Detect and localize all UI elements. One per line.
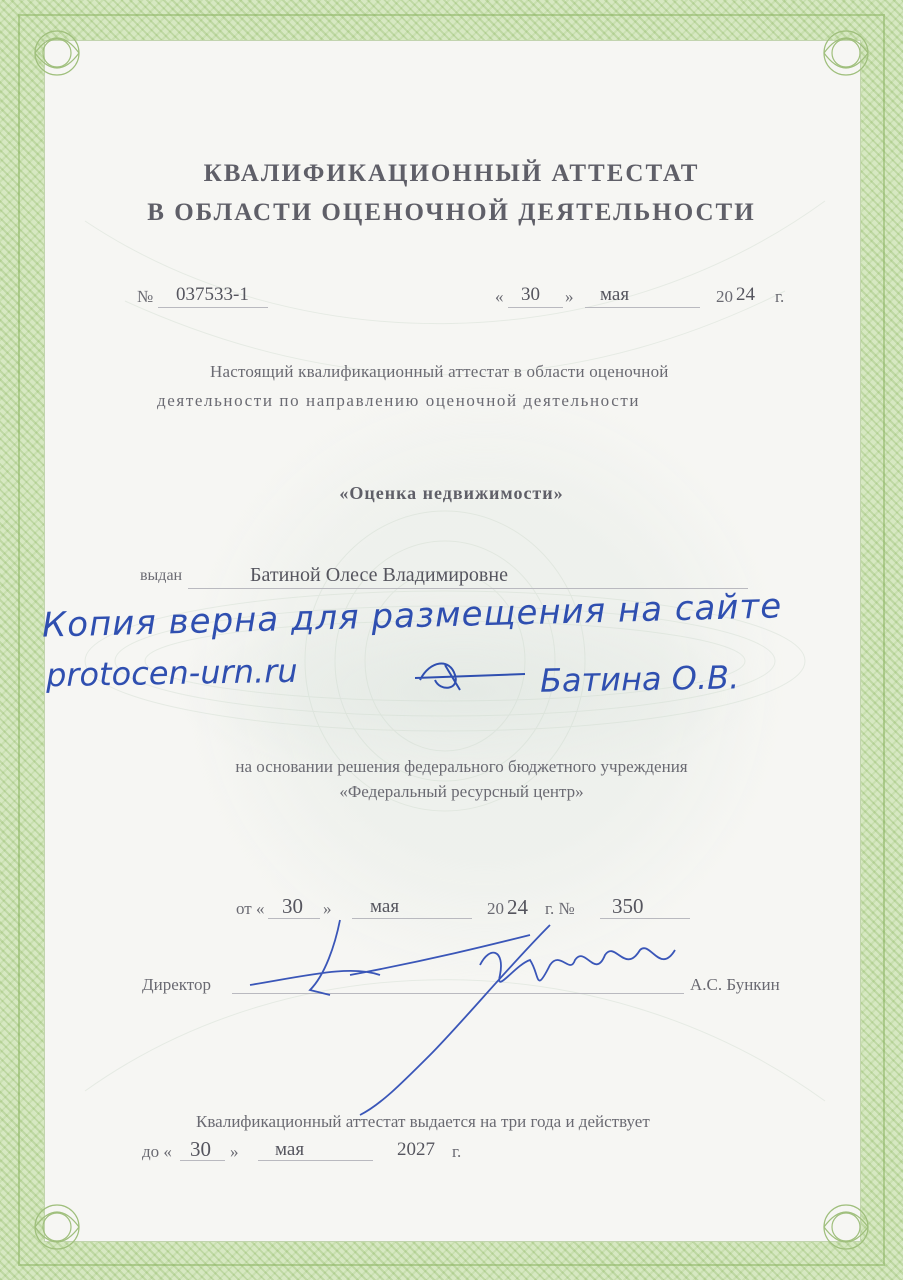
validity-until-label: до « [142,1142,172,1161]
corner-ornament-bottom-left [22,1192,92,1262]
validity-month: мая [275,1139,305,1160]
title-line-1: КВАЛИФИКАЦИОННЫЙ АТТЕСТАТ [203,160,700,187]
intro-line-1: Настоящий квалификационный аттестат в области оценочной [210,362,669,381]
decision-year-suffix: 24 [507,895,528,919]
validity-quote-close: » [230,1142,239,1161]
valuation-direction: «Оценка недвижимости» [339,483,564,503]
date-quote-open: « [495,287,504,306]
issue-day: 30 [521,284,540,305]
year-prefix: 20 [716,287,733,306]
month-underline [585,307,700,308]
issue-month: мая [600,284,630,305]
director-label: Директор [142,975,211,994]
corner-ornament-top-right [811,18,881,88]
decision-quote-close: » [323,899,332,918]
certificate-number: 037533-1 [176,284,249,305]
decision-year-number-label: г. № [545,899,575,918]
day-underline [508,307,563,308]
number-label: № [137,287,154,306]
validity-day-underline [180,1160,225,1161]
handwritten-initials-signature [410,650,530,700]
corner-ornament-top-left [22,18,92,88]
decision-number: 350 [612,894,644,918]
handwritten-signer-name: Батина О.В. [539,658,740,700]
intro-line-2: деятельности по направлению оценочной деятельности [157,391,641,410]
title-line-2: В ОБЛАСТИ ОЦЕНОЧНОЙ ДЕЯТЕЛЬНОСТИ [147,199,756,226]
number-underline [158,307,268,308]
decision-from-label: от « [236,899,265,918]
validity-year: 2027 [397,1139,435,1160]
year-suffix: 24 [736,284,755,305]
decision-year-prefix: 20 [487,899,504,918]
handwritten-website: protocen-urn.ru [45,651,298,695]
year-label: г. [775,287,785,306]
corner-ornament-bottom-right [811,1192,881,1262]
basis-line-1: на основании решения федерального бюджетного учреждения [235,757,688,776]
holder-name: Батиной Олесе Владимировне [250,564,508,586]
director-signature [230,905,710,1120]
validity-year-label: г. [452,1142,462,1161]
decision-month: мая [370,896,400,917]
director-name: А.С. Бункин [690,975,780,994]
validity-line: Квалификационный аттестат выдается на три года и действует [196,1112,650,1131]
decision-day: 30 [282,894,303,918]
basis-line-2: «Федеральный ресурсный центр» [339,782,584,801]
handwritten-copy-note-line-1: Копия верна для размещения на сайте [41,586,783,646]
validity-day: 30 [190,1137,211,1161]
issued-label: выдан [140,567,183,584]
validity-month-underline [258,1160,373,1161]
date-quote-close: » [565,287,574,306]
